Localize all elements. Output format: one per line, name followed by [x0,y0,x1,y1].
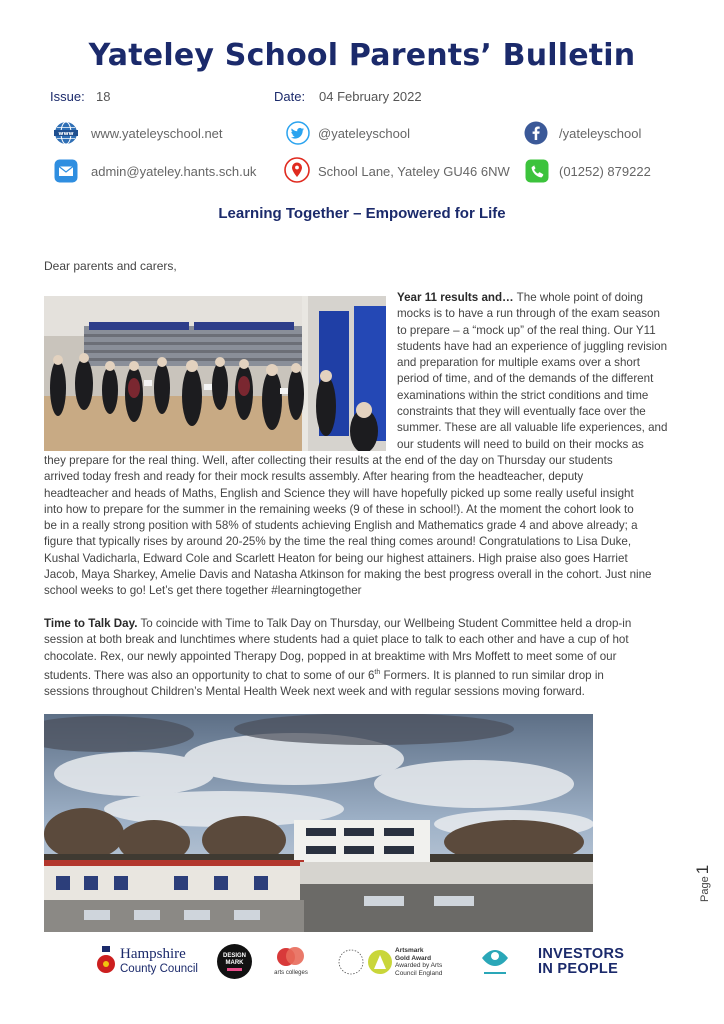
hampshire-county-council-logo [94,946,204,980]
issue-label: Issue: [50,89,85,104]
design-mark-text: DESIGN MARK [222,953,246,966]
article-line: mocks is to have a run through of the exam season [397,307,660,321]
article-line: into how to prepare for the summer in the remaining weeks (9 of these in school!). At the moment the cohort look to [44,502,634,516]
investors-text: INVESTORS [538,946,625,962]
article-line [44,665,704,684]
page-number [693,862,713,902]
tagline: Learning Together – Empowered for Life [218,205,506,222]
county-council-text: County Council [120,963,198,975]
article-line: they prepare for the real thing. Well, after collecting their results at the end of the day on Thursday our students [44,454,613,467]
location-pin-icon [284,157,310,185]
artsmark-awarded-by: Awarded by Arts [395,962,443,969]
design-mark-logo [217,944,252,979]
article-line: arrived today fresh and ready for their mock results assembly. After hearing from the headteacher, deputy [44,470,584,484]
artsmark-gold-logo [338,947,446,979]
in-people-text: IN PEOPLE [538,961,619,977]
email-icon [54,159,78,183]
email-link[interactable]: admin@yateley.hants.sch.uk [91,164,257,179]
article-line: period of time, and of the demands of the different [397,372,654,386]
wellbeing-emblem-icon [476,944,514,980]
design-mark-stripe [227,968,242,971]
article-line-text: students. There was also an opportunity to chat to some of our 6 [44,668,375,682]
article-line-text: Formers. It is planned to run similar drop in [380,668,604,682]
article-line [44,616,704,632]
date-label: Date: [274,89,306,104]
article-line: students have had an experience of juggling revision [397,339,668,353]
article-line-text: The whole point of doing [513,291,643,304]
article-line-text: To coincide with Time to Talk Day on Thursday, our Wellbeing Student Committee held a drop-in [137,617,632,630]
bulletin-title: Yateley School Parents’ Bulletin [88,38,636,73]
hampshire-text: Hampshire [120,946,186,962]
issue-value: 18 [96,89,111,104]
article-line [397,290,697,306]
wellbeing-logo [476,944,514,980]
arts-colleges-text: arts colleges [274,970,308,976]
twitter-icon [286,121,310,145]
article-line: be in a really strong position with 58% of students achieving English and Mathematics grade 4 and above already; a [44,519,638,533]
article-line: Kushal Vadicharla, Edward Cole and Scarlett Heaton for being our highest attainers. High praise also goes Harriet [44,551,628,565]
article-line: Jacob, Maya Sharkey, Amelie Davis and Natasha Atkinson for making the best progress overall in the cohort. Just nine [44,568,652,582]
arts-colleges-mask-icon [276,946,306,968]
svg-text:www: www [58,131,74,137]
article-line: chocolate. Rex, our newly appointed Therapy Dog, popped in at breaktime with Mrs Moffett to meet some of our [44,649,617,663]
arts-colleges-logo [274,946,308,980]
artsmark-council: Council England [395,969,443,977]
article-heading-time-to-talk: Time to Talk Day. [44,617,138,630]
article-line: sessions throughout Children’s Mental Health Week next week and with regular sessions moving forward. [44,685,585,699]
facebook-link[interactable]: /yateleyschool [559,126,642,141]
article-heading-year11: Year 11 results and… [397,291,514,304]
article-year11-intro [397,290,697,453]
article-line: to prepare – a “mock up” of the real thing. Our Y11 [397,323,656,337]
article-line: our students will need to build on their mocks as [397,437,644,451]
date-value: 04 February 2022 [319,89,422,104]
article-line: constraints that they will eventually face over the [397,405,646,419]
phone-link[interactable]: (01252) 879222 [559,164,651,179]
article-line: headteacher and heads of Maths, English and Science they will have hopefully picked up some really useful insight [44,486,634,500]
school-buildings-photo [44,714,593,932]
twitter-link[interactable]: @yateleyschool [318,126,410,141]
sports-hall-photo [44,296,386,451]
investors-in-people-logo [538,946,625,981]
page-number-value: 1 [693,864,712,875]
website-link[interactable]: www.yateleyschool.net [91,126,223,141]
artsmark-title: Artsmark [395,947,424,954]
article-year11-body [44,453,704,600]
address-text: School Lane, Yateley GU46 6NW [318,164,510,179]
artsmark-emblem-icon [338,947,398,977]
phone-icon [525,159,549,183]
article-line: session at both break and lunchtimes where students had a quiet place to talk to each other and have a cup of hot [44,633,629,647]
article-line: and preparation for multiple exams over a short [397,356,640,370]
article-line: figure that typically rises by around 20-25% by the time the real thing comes around! Congratulations to Lisa Duke, [44,535,632,549]
article-line: examinations within the strict conditions and time [397,388,649,402]
ordinal-suffix: th [374,668,381,676]
article-line: summer. These are all valuable life experiences, and [397,421,668,435]
article-line: school weeks to go! Let’s get there together #learningtogether [44,584,362,598]
artsmark-award: Gold Award [395,954,432,962]
article-time-to-talk [44,616,704,700]
hampshire-crest-icon [94,946,118,978]
facebook-icon [524,121,548,145]
page-label: Page [699,876,711,902]
greeting: Dear parents and carers, [44,259,177,273]
globe-icon [54,121,78,145]
